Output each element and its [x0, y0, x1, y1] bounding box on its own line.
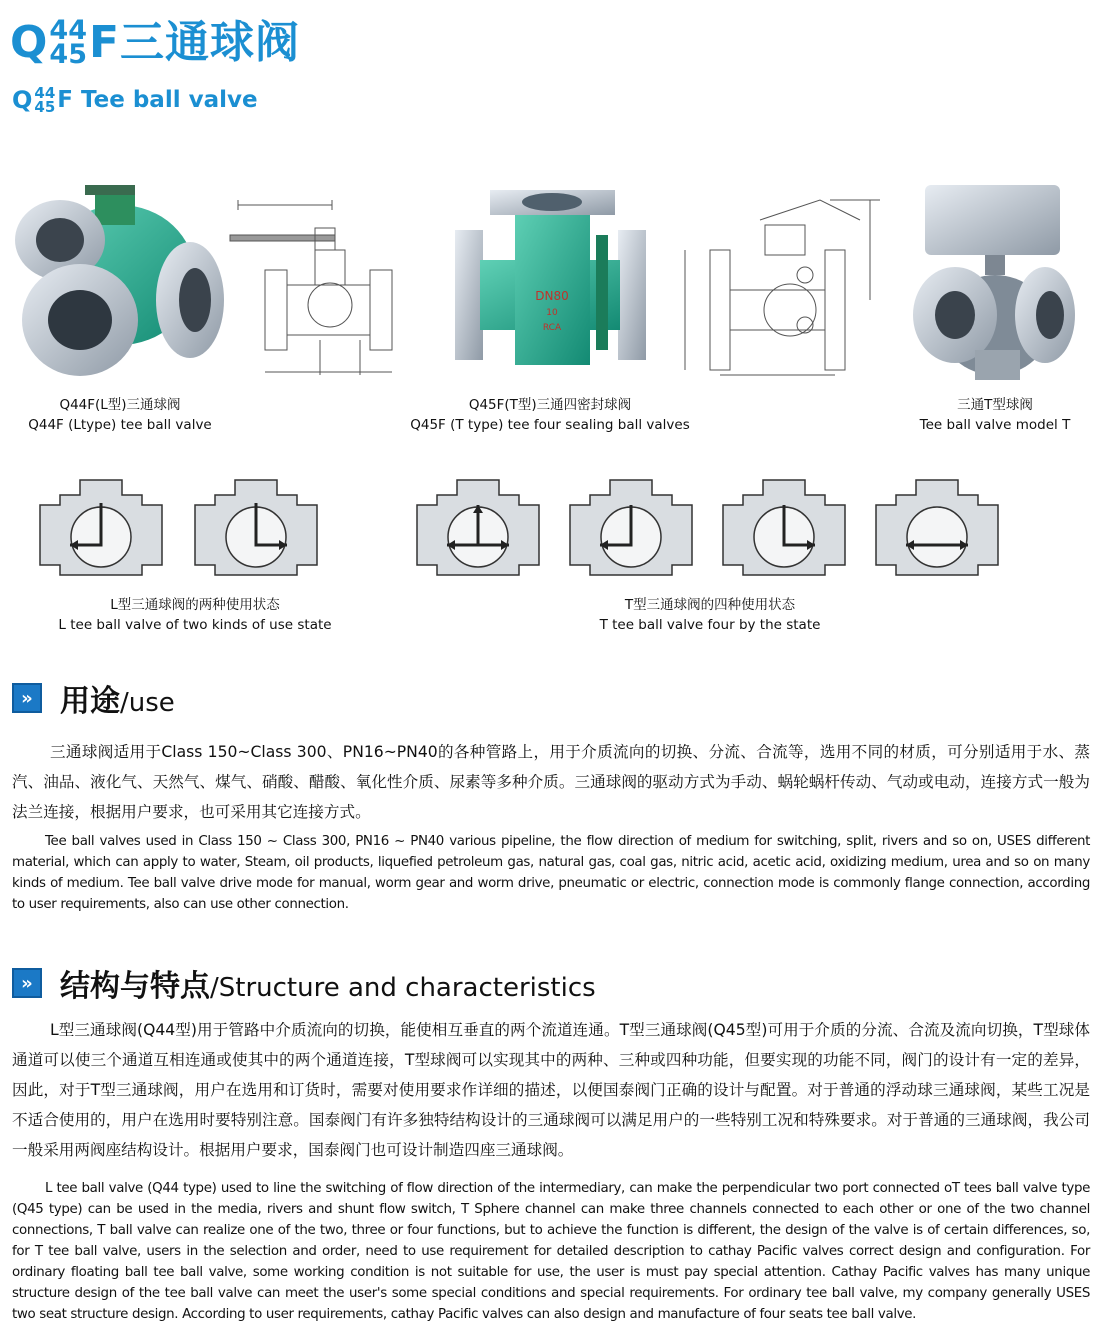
product-caption-q45f — [400, 395, 700, 435]
q45f-dimension-drawing — [685, 200, 880, 375]
t-state-4 — [876, 480, 998, 575]
l-states-caption — [40, 595, 350, 635]
use-state-diagrams — [0, 470, 1101, 590]
subtitle-number-stack — [34, 86, 55, 114]
electric-tee-valve-photo — [913, 185, 1075, 380]
model-number-bottom: 45 — [49, 39, 87, 70]
section-arrow-icon: » — [12, 968, 42, 998]
page-title — [10, 12, 300, 74]
page-subtitle — [12, 80, 258, 120]
caption-cn: L型三通球阀的两种使用状态 — [110, 597, 280, 613]
subtitle-number-bottom: 45 — [34, 98, 56, 116]
t-state-2 — [570, 480, 692, 575]
title-cn-text: F三通球阀 — [88, 17, 301, 68]
subtitle-en-text: F Tee ball valve — [57, 87, 258, 113]
section-title-latin: /use — [120, 688, 175, 718]
structure-paragraph-en: L tee ball valve (Q44 type) used to line the switching of flow direction of the intermediary, can make the perpendicular two port connected oT tees ball valve type (Q45 type) can be used in the media, rivers and shunt flow switch, T Sphere channel can make three channels connected to each other or one of the two channel connections, T ball valve can realize one of the two, three or four functions, but to achieve the function is different, the design of the valve is of certain differences, so, for T tee ball valve, users in the selection and order, need to use requirement for detailed description to cathay Pacific valves correct design and configuration. For ordinary floating ball tee ball valve, some working condition is not suitable for use, the user is must pay special attention. Cathay Pacific valves has many unique structure design of the tee ball valve can meet the user's some special conditions and special requirements. For ordinary tee ball valve, my company generally USES two seat structure design. According to user requirements, cathay Pacific valves can also design and manufacture of four seats tee ball valve. — [12, 1181, 1090, 1322]
caption-en: Q44F (Ltype) tee ball valve — [28, 417, 212, 433]
caption-cn: T型三通球阀的四种使用状态 — [624, 597, 796, 613]
t-state-3 — [723, 480, 845, 575]
caption-en: T tee ball valve four by the state — [599, 617, 821, 633]
t-state-1 — [417, 480, 539, 575]
section-title-cn: 结构与特点 — [60, 969, 210, 1004]
caption-cn: Q45F(T型)三通四密封球阀 — [468, 397, 632, 413]
section-title-latin: /Structure and characteristics — [210, 973, 596, 1003]
section-use-title — [60, 676, 175, 720]
subtitle-number-top: 44 — [34, 84, 56, 102]
t-states-caption — [560, 595, 860, 635]
l-state-2 — [195, 480, 317, 575]
section-structure-header — [12, 964, 596, 1002]
caption-en: Q45F (T type) tee four sealing ball valves — [410, 417, 690, 433]
title-letter: Q — [10, 17, 48, 68]
caption-cn: 三通T型球阀 — [957, 397, 1033, 413]
section-use-header — [12, 679, 175, 717]
product-figures — [0, 180, 1101, 390]
use-paragraph-en: Tee ball valves used in Class 150 ~ Class 300, PN16 ~ PN40 various pipeline, the flow direction of medium for switching, split, rivers and so on, USES different material, which can apply to water, Steam, oil products, liquefied petroleum gas, natural gas, coal gas, nitric acid, acetic acid, oxidizing medium, urea and so on many kinds of medium. Tee ball valve drive mode for manual, worm gear and worm drive, pneumatic or electric, connection mode is commonly flange connection, according to user requirements, also can use other connection. — [12, 834, 1090, 912]
section-arrow-icon: » — [12, 683, 42, 713]
product-caption-q44f — [20, 395, 220, 435]
section-structure-title — [60, 961, 596, 1005]
model-number-top: 44 — [49, 15, 87, 46]
product-caption-tee-t — [905, 395, 1085, 435]
section-title-cn: 用途 — [60, 684, 120, 719]
caption-cn: Q44F(L型)三通球阀 — [59, 397, 181, 413]
q45f-valve-photo — [455, 190, 646, 365]
model-number-stack — [49, 15, 87, 70]
subtitle-letter: Q — [12, 86, 33, 114]
valve-marking-2: 10 — [546, 308, 558, 318]
caption-en: L tee ball valve of two kinds of use state — [58, 617, 332, 633]
structure-paragraph-cn: L型三通球阀(Q44型)用于管路中介质流向的切换，能使相互垂直的两个流道连通。T型三通球阀(Q45型)可用于介质的分流、合流及流向切换，T型球体通道可以使三个通道互相连通或使其中的两个通道连接，T型球阀可以实现其中的两种、三种或四种功能，但要实现的功能不同，阀门的设计有一定的差异，因此，对于T型三通球阀，用户在选用和订货时，需要对使用要求作详细的描述，以便国泰阀门正确的设计与配置。对于普通的浮动球三通球阀，某些工况是不适合使用的，用户在选用时要特别注意。国泰阀门有许多独特结构设计的三通球阀可以满足用户的一些特别工况和特殊要求。对于普通的三通球阀，我公司一般采用两阀座结构设计。根据用户要求，国泰阀门也可设计制造四座三通球阀。 — [12, 1021, 1090, 1159]
caption-en: Tee ball valve model T — [919, 417, 1071, 433]
l-state-1 — [40, 480, 162, 575]
q44f-dimension-drawing — [230, 200, 392, 375]
valve-marking-3: RCA — [542, 323, 562, 333]
use-paragraph-cn: 三通球阀适用于Class 150~Class 300、PN16~PN40的各种管路上，用于介质流向的切换、分流、合流等，选用不同的材质，可分别适用于水、蒸汽、油品、液化气、天然气、煤气、硝酸、醋酸、氧化性介质、尿素等多种介质。三通球阀的驱动方式为手动、蜗轮蜗杆传动、气动或电动，连接方式一般为法兰连接，根据用户要求，也可采用其它连接方式。 — [12, 743, 1090, 821]
valve-marking-1: DN80 — [535, 289, 569, 303]
q44f-valve-photo — [15, 185, 224, 376]
